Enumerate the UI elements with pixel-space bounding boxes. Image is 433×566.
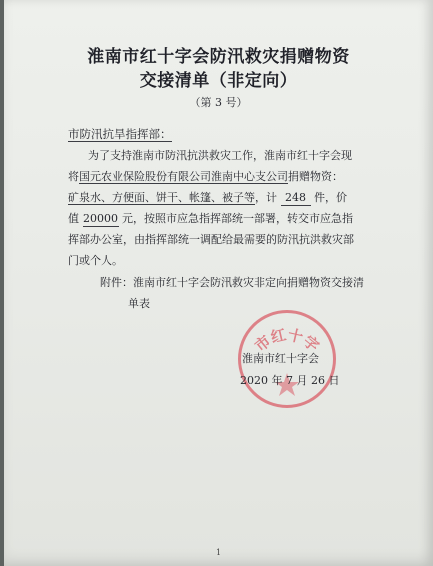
document-title-line1: 淮南市红十字会防汛救灾捐赠物资 <box>87 47 350 67</box>
body-line-2-prefix: 将 <box>68 170 79 183</box>
page-mark: 1 <box>216 548 222 557</box>
recipient-text: 市防汛抗旱指挥部： <box>68 127 172 141</box>
body-line-2-suffix: 捐赠物资： <box>288 170 343 183</box>
signature-date: 2020 年 7 月 26 日 <box>240 374 340 387</box>
count-prefix: ，计 <box>255 191 277 204</box>
attachment <box>100 276 364 290</box>
body-line-2 <box>68 170 343 184</box>
attachment-text: 淮南市红十字会防汛救灾非定向捐赠物资交接清 <box>133 276 364 289</box>
document-page <box>4 0 433 566</box>
recipient <box>68 126 172 142</box>
body-line-6: 门或个人。 <box>68 254 123 267</box>
seal-text: 市红十字 <box>251 325 323 356</box>
attachment-label: 附件： <box>100 276 133 289</box>
item-count: 248 <box>281 191 311 206</box>
donor-name: 国元农业保险股份有限公司淮南中心支公司 <box>79 170 288 183</box>
count-suffix: 件，价 <box>314 191 347 204</box>
value-prefix: 值 <box>68 212 79 225</box>
body-line-1: 为了支持淮南市防汛抗洪救灾工作，淮南市红十字会现 <box>88 149 352 162</box>
body-line-5: 挥部办公室，由指挥部统一调配给最需要的防汛抗洪救灾部 <box>68 233 354 246</box>
attachment-text-line2: 单表 <box>128 297 150 310</box>
body-line-3 <box>68 191 347 206</box>
document-title-line2: 交接清单（非定向） <box>139 71 298 91</box>
donated-items: 矿泉水、方便面、饼干、帐篷、被子等 <box>68 191 255 204</box>
body-line-4 <box>68 212 353 227</box>
document-number: （第 3 号） <box>189 96 248 109</box>
donation-value: 20000 <box>83 212 118 225</box>
signature-org: 淮南市红十字会 <box>242 352 319 365</box>
value-suffix: 元，按照市应急指挥部统一部署，转交市应急指 <box>122 212 353 225</box>
